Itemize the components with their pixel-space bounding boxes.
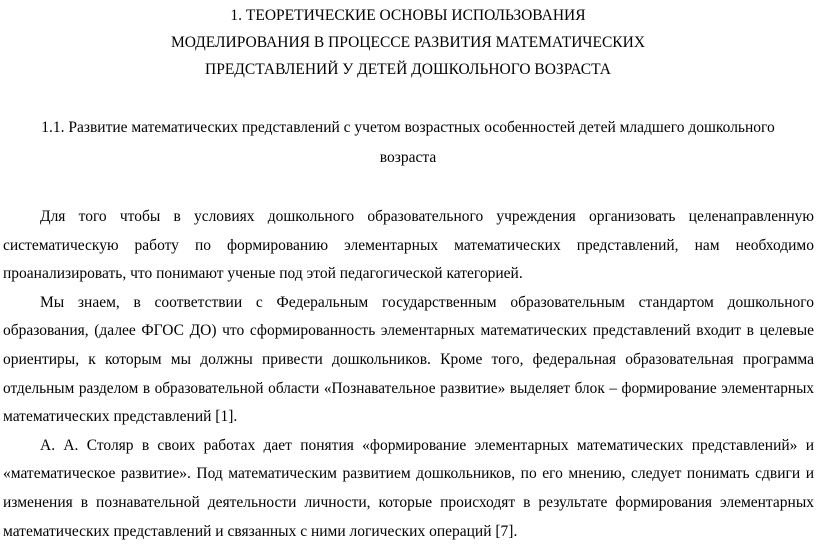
text-line: Мы знаем, в соответствии с Федеральным государственным образовательным стандартом дошкольного: [40, 293, 814, 311]
chapter-title: [0, 0, 816, 83]
text-line: систематическую работу по формированию элементарных математических представлений, нам необходимо: [3, 236, 814, 254]
text-line: проанализировать, что понимают ученые под этой педагогической категорией.: [3, 265, 523, 283]
text-line: ориентиры, к которым мы должны привести дошкольников. Кроме того, федеральная образовательная программа: [3, 350, 814, 368]
body-text: [3, 203, 814, 546]
chapter-title-line: ПРЕДСТАВЛЕНИЙ У ДЕТЕЙ ДОШКОЛЬНОГО ВОЗРАСТА: [205, 61, 611, 78]
chapter-title-line: МОДЕЛИРОВАНИЯ В ПРОЦЕССЕ РАЗВИТИЯ МАТЕМАТИЧЕСКИХ: [170, 34, 646, 51]
text-line: отдельным разделом в образовательной области «Познавательное развитие» выделяет блок – формирование элементарных: [3, 379, 814, 397]
text-line: А. А. Столяр в своих работах дает понятия «формирование элементарных математических представлений» и: [40, 436, 814, 454]
paragraph: [3, 432, 814, 546]
section-title: [0, 113, 816, 173]
section-title-line: возраста: [379, 149, 437, 166]
text-line: математических представлений [1].: [3, 408, 238, 426]
paragraph: [3, 203, 814, 289]
text-line: «математическое развитие». Под математическим развитием дошкольников, по его мнению, следует понимать сдвиги и: [3, 465, 814, 483]
text-line: образования, (далее ФГОС ДО) что сформированность элементарных математических представлений входит в целевые: [3, 322, 814, 340]
text-line: Для того чтобы в условиях дошкольного образовательного учреждения организовать целенаправленную: [40, 208, 814, 225]
chapter-title-line: 1. ТЕОРЕТИЧЕСКИЕ ОСНОВЫ ИСПОЛЬЗОВАНИЯ: [230, 7, 586, 24]
section-title-line: 1.1. Развитие математических представлений с учетом возрастных особенностей детей младшего дошкольного: [41, 119, 775, 136]
text-line: математических представлений и связанных с ними логических операций [7].: [3, 522, 518, 540]
text-line: изменения в познавательной деятельности личности, которые происходят в результате формирования элементарных: [3, 493, 814, 511]
paragraph: [3, 289, 814, 432]
